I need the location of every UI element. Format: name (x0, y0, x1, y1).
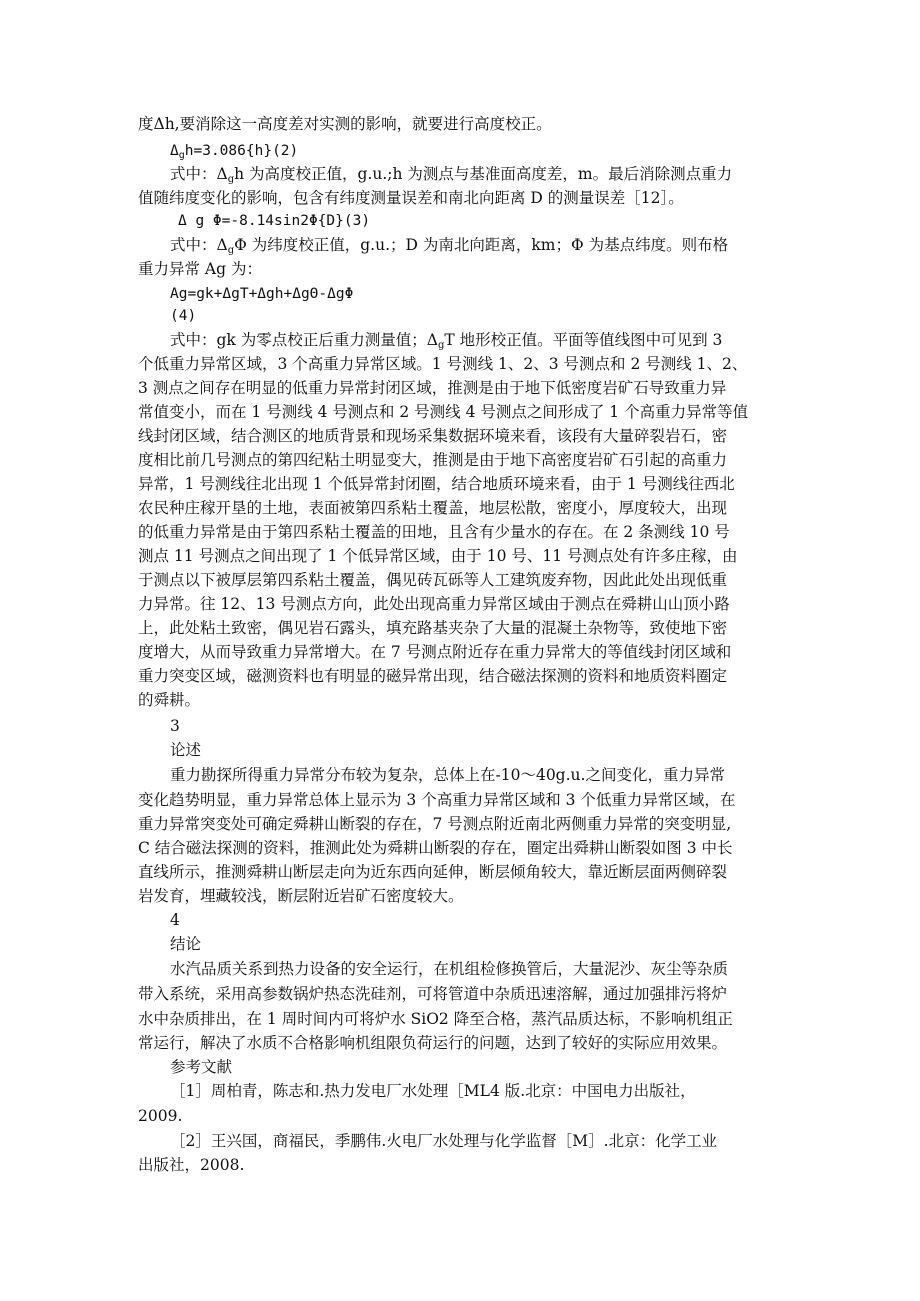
subscript: g (227, 174, 235, 185)
text-line: 带入系统，采用高参数锅炉热态洗硅剂，可将管道中杂质迅速溶解，通过加强排污将炉 (138, 985, 728, 1003)
section-heading: 论述 (170, 741, 202, 759)
reference-item: ［1］周柏青，陈志和.热力发电厂水处理［ML4 版.北京：中国电力出版社， (170, 1082, 696, 1100)
text-line: 直线所示，推测舜耕山断层走向为近东西向延伸，断层倾角较大，靠近断层面两侧碎裂 (138, 863, 728, 881)
text-line: 3 测点之间存在明显的低重力异常封闭区域，推测是由于地下低密度岩矿石导致重力异 (138, 379, 727, 397)
text-line: 度增大，从而导致重力异常增大。在 7 号测点附近存在重力异常大的等值线封闭区域和 (138, 643, 732, 661)
formula-height-correction: $\Delta_gh=3.086\{h\}(2)$ (170, 143, 299, 161)
text-line: 上，此处粘土致密，偶见岩石露头，填充路基夹杂了大量的混凝土杂物等，致使地下密 (138, 619, 728, 637)
text-line: 式中：$\Delta_gh$ 为高度校正值，g.u.;h 为测点与基准面高度差，m。最后消除测点重力 (170, 165, 733, 185)
text-line: C 结合磁法探测的资料，推测此处为舜耕山断裂的存在，圈定出舜耕山断裂如图 3 中长 (138, 839, 733, 857)
section-number: 3 (170, 717, 180, 735)
reference-item-cont: 2009. (138, 1107, 183, 1125)
text-line: 的低重力异常是由于第四系粘土覆盖的田地，且含有少量水的存在。在 2 条测线 10 号 (138, 523, 730, 541)
formula-bouguer-anomaly: Ag=gk+ΔgT+Δgh+ΔgΘ-ΔgΦ (170, 286, 354, 302)
reference-item: ［2］王兴国，商福民，季鹏伟.火电厂水处理与化学监督［M］.北京：化学工业 (170, 1132, 718, 1150)
subscript: g (178, 150, 185, 161)
text-line: 农民种庄稼开垦的土地，表面被第四系粘土覆盖，地层松散，密度小，厚度较大，出现 (138, 499, 728, 517)
text-line: 岩发育，埋藏较浅，断层附近岩矿石密度较大。 (138, 887, 464, 905)
text-line: 度Δh,要消除这一高度差对实测的影响，就要进行高度校正。 (138, 115, 552, 133)
text-line: 测点 11 号测点之间出现了 1 个低异常区域，由于 10 号、11 号测点处有许多庄稼，由 (138, 547, 738, 565)
text-line: 异常，1 号测线往北出现 1 个低异常封闭圈，结合地质环境来看，由于 1 号测线往西北 (138, 475, 735, 493)
subscript: g (227, 245, 235, 256)
formula-number: (4) (170, 308, 197, 324)
text-line: 式中：$\Delta_g\Phi$ 为纬度校正值，g.u.；D 为南北向距离，km；Φ 为基点纬度。则布格 (170, 236, 729, 256)
subscript: g (437, 340, 445, 351)
formula-latitude-correction: Δ g Φ=-8.14sin2Φ{D}(3) (178, 213, 371, 229)
references-heading: 参考文献 (170, 1058, 233, 1076)
section-number: 4 (170, 911, 180, 929)
text-line: 重力突变区域，磁测资料也有明显的磁异常出现，结合磁法探测的资料和地质资料圈定 (138, 667, 728, 685)
text-line: 于测点以下被厚层第四系粘土覆盖，偶见砖瓦砾等人工建筑废弃物，因此此处出现低重 (138, 571, 728, 589)
text-line: 度相比前几号测点的第四纪粘土明显变大，推测是由于地下高密度岩矿石引起的高重力 (138, 451, 728, 469)
text-line: 力异常。往 12、13 号测点方向，此处出现高重力异常区域由于测点在舜耕山山顶小路 (138, 595, 730, 613)
text-line: 变化趋势明显，重力异常总体上显示为 3 个高重力异常区域和 3 个低重力异常区域，在 (138, 791, 736, 809)
text-line: 常运行，解决了水质不合格影响机组限负荷运行的问题，达到了较好的实际应用效果。 (138, 1034, 728, 1052)
text-line: 重力异常突变处可确定舜耕山断裂的存在，7 号测点附近南北两侧重力异常的突变明显, (138, 815, 732, 833)
reference-item-cont: 出版社，2008. (138, 1156, 245, 1174)
text-line: 式中：gk 为零点校正后重力测量值；$\Delta_gT$ 地形校正值。平面等值线图中可见到 3 (170, 331, 723, 351)
section-heading: 结论 (170, 935, 202, 953)
text-line: 重力勘探所得重力异常分布较为复杂，总体上在-10～40g.u.之间变化，重力异常 (170, 766, 725, 784)
text-line: 值随纬度变化的影响，包含有纬度测量误差和南北向距离 D 的测量误差［12］。 (138, 189, 684, 207)
text-line: 常值变小，而在 1 号测线 4 号测点和 2 号测线 4 号测点之间形成了 1 个高重力异常等值 (138, 403, 749, 421)
text-line: 水汽品质关系到热力设备的安全运行，在机组检修换管后，大量泥沙、灰尘等杂质 (170, 960, 729, 978)
text-line: 的舜耕。 (138, 691, 201, 709)
text-line: 水中杂质排出，在 1 周时间内可将炉水 SiO2 降至合格，蒸汽品质达标，不影响机组正 (138, 1010, 733, 1028)
text-line: 线封闭区域，结合测区的地质背景和现场采集数据环境来看，该段有大量碎裂岩石，密 (138, 427, 728, 445)
text-line: 重力异常 Ag 为： (138, 260, 262, 278)
text-line: 个低重力异常区域，3 个高重力异常区域。1 号测线 1、2、3 号测点和 2 号测线 1、2、 (138, 355, 748, 373)
